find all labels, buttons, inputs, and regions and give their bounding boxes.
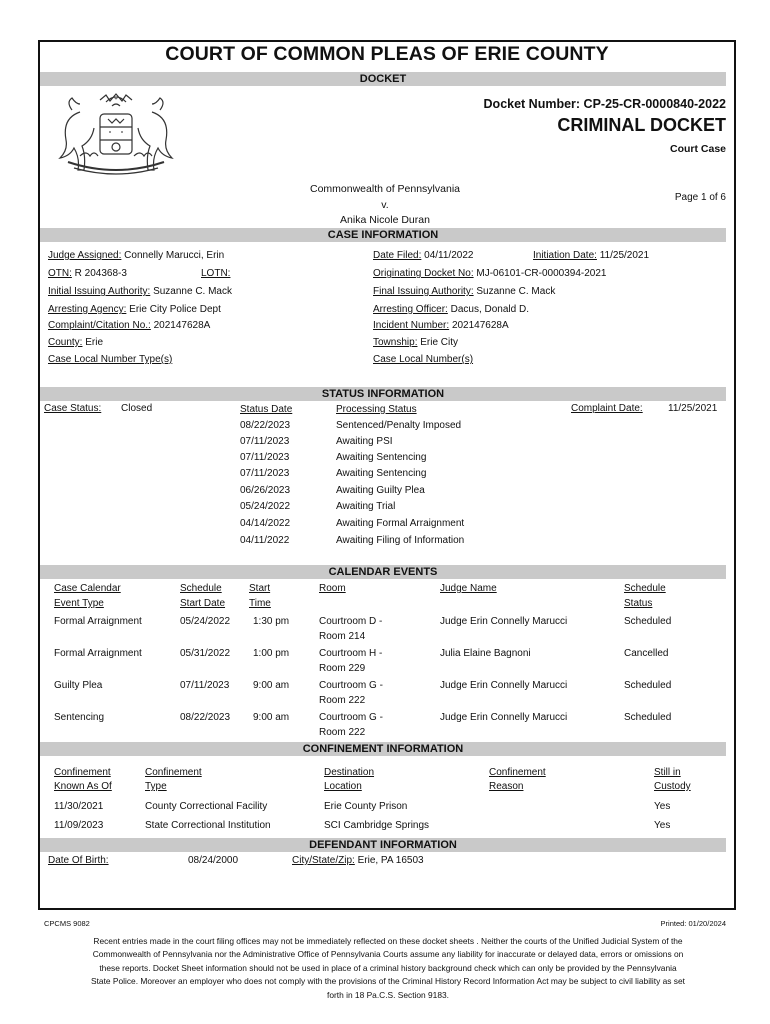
calendar-judge: Judge Erin Connelly Marucci [440, 680, 568, 691]
final-issuing-authority-label: Final Issuing Authority: [373, 286, 474, 297]
status-row-status: Awaiting Formal Arraignment [336, 518, 465, 529]
confinement-location: SCI Cambridge Springs [324, 820, 430, 831]
disclaimer: Recent entries made in the court filing offices may not be immediately reflected on these docket sheets . Neither the courts of the Unified Judicial System of the Commonwealth of Pennsylvania nor the Administrative Office of Pennsylvania Courts assume any liability for inaccurate or delayed data, errors or omissions on these reports. Docket Sheet information should not be used in place of a criminal history background check which can only be provided by the Pennsylvania State Police. Moreover an employer who does not comply with the provisions of the Criminal History Record Information Act may be subject to civil liability as set forth in 18 Pa.C.S. Section 9183. [91, 936, 685, 1000]
confinement-type: County Correctional Facility [145, 801, 268, 812]
calendar-header-start-date-1: Schedule [180, 583, 222, 594]
status-row-date: 04/14/2022 [240, 518, 291, 529]
calendar-event-type: Guilty Plea [54, 680, 103, 691]
status-row-date: 08/22/2023 [240, 420, 291, 431]
calendar-start-date: 08/22/2023 [180, 712, 231, 723]
case-information-bar: CASE INFORMATION [40, 228, 726, 242]
judge-assigned [48, 250, 224, 262]
initiation-date-label: Initiation Date: [533, 250, 597, 261]
defendant-information-bar: DEFENDANT INFORMATION [40, 838, 726, 852]
docket-type: CRIMINAL DOCKET [557, 115, 726, 135]
calendar-judge: Judge Erin Connelly Marucci [440, 616, 568, 627]
status-row-status: Awaiting PSI [336, 436, 393, 447]
otn-label: OTN: [48, 268, 72, 279]
printed-date: Printed: 01/20/2024 [660, 919, 726, 928]
status-row-status: Awaiting Filing of Information [336, 535, 465, 546]
confinement-location: Erie County Prison [324, 801, 408, 812]
calendar-status: Scheduled [624, 680, 672, 691]
court-title: COURT OF COMMON PLEAS OF ERIE COUNTY [165, 43, 609, 65]
status-row-date: 05/24/2022 [240, 501, 291, 512]
calendar-room-line1: Courtroom G - [319, 680, 383, 691]
status-row-status: Sentenced/Penalty Imposed [336, 420, 462, 431]
calendar-judge: Judge Erin Connelly Marucci [440, 712, 568, 723]
calendar-event-type: Formal Arraignment [54, 648, 142, 659]
arresting-officer [373, 304, 529, 316]
calendar-header-start-time-2: Time [249, 598, 271, 609]
calendar-room-line1: Courtroom G - [319, 712, 383, 723]
calendar-header-start-date-2: Start Date [180, 598, 226, 609]
city-state-zip-value: Erie, PA 16503 [357, 855, 424, 866]
status-row-date: 06/26/2023 [240, 485, 291, 496]
case-status-value: Closed [121, 403, 153, 414]
arresting-agency [48, 304, 221, 316]
calendar-room-line2: Room 222 [319, 727, 366, 738]
status-row-status: Awaiting Guilty Plea [336, 485, 425, 496]
arresting-agency-label: Arresting Agency: [48, 304, 127, 315]
status-row-date: 07/11/2023 [240, 452, 290, 463]
confinement-type: State Correctional Institution [145, 820, 271, 831]
otn [48, 268, 127, 280]
complaint-date-label: Complaint Date: [571, 403, 643, 414]
calendar-header-status-1: Schedule [624, 583, 666, 594]
calendar-event-type: Formal Arraignment [54, 616, 142, 627]
arresting-agency-value: Erie City Police Dept [129, 304, 221, 315]
confinement-date: 11/30/2021 [54, 801, 104, 812]
calendar-header-status-2: Status [624, 598, 653, 609]
incident-number [373, 320, 509, 332]
calendar-room-line2: Room 214 [319, 631, 366, 642]
originating-docket [373, 268, 606, 280]
county-label: County: [48, 337, 83, 348]
form-code: CPCMS 9082 [44, 919, 90, 928]
city-state-zip [292, 855, 424, 867]
date-of-birth-label: Date Of Birth: [48, 855, 109, 866]
date-filed-label: Date Filed: [373, 250, 422, 261]
confinement-header-known-2: Known As Of [54, 781, 112, 792]
complaint-citation [48, 320, 210, 332]
confinement-header-reason-1: Confinement [489, 767, 546, 778]
status-row-status: Awaiting Sentencing [336, 468, 427, 479]
case-type: Court Case [669, 143, 726, 155]
status-row-date: 07/11/2023 [240, 468, 290, 479]
docket-number: Docket Number: CP-25-CR-0000840-2022 [483, 97, 726, 111]
confinement-header-reason-2: Reason [489, 781, 524, 792]
status-row-date: 04/11/2022 [240, 535, 290, 546]
complaint-citation-value: 202147628A [153, 320, 211, 331]
complaint-date-value: 11/25/2021 [668, 403, 718, 414]
final-issuing-authority-value: Suzanne C. Mack [476, 286, 556, 297]
confinement-header-type-1: Confinement [145, 767, 202, 778]
confinement-custody: Yes [654, 801, 671, 812]
caption-versus: v. [381, 199, 389, 211]
status-date-header: Status Date [240, 404, 293, 415]
case-local-number-type-label: Case Local Number Type(s) [48, 354, 173, 365]
status-row-status: Awaiting Sentencing [336, 452, 427, 463]
township-value: Erie City [420, 337, 459, 348]
originating-docket-value: MJ-06101-CR-0000394-2021 [476, 268, 607, 279]
initial-issuing-authority-label: Initial Issuing Authority: [48, 286, 151, 297]
judge-assigned-value: Connelly Marucci, Erin [124, 250, 225, 261]
incident-number-value: 202147628A [451, 320, 509, 331]
calendar-room-line2: Room 229 [319, 663, 366, 674]
calendar-judge: Julia Elaine Bagnoni [440, 648, 531, 659]
date-filed [373, 250, 473, 262]
calendar-header-event-type-2: Event Type [54, 598, 104, 609]
calendar-start-date: 07/11/2023 [180, 680, 230, 691]
status-row-status: Awaiting Trial [336, 501, 396, 512]
confinement-header-type-2: Type [145, 781, 167, 792]
calendar-start-time: 1:30 pm [253, 616, 290, 627]
city-state-zip-label: City/State/Zip: [292, 855, 355, 866]
calendar-start-time: 1:00 pm [253, 648, 290, 659]
lotn-label: LOTN: [201, 268, 231, 279]
calendar-start-date: 05/31/2022 [180, 648, 231, 659]
calendar-start-time: 9:00 am [253, 680, 290, 691]
status-information-bar: STATUS INFORMATION [40, 387, 726, 401]
date-filed-value: 04/11/2022 [424, 250, 474, 261]
confinement-date: 11/09/2023 [54, 820, 104, 831]
arresting-officer-label: Arresting Officer: [373, 304, 448, 315]
initiation-date [533, 250, 649, 262]
final-issuing-authority [373, 286, 555, 298]
case-local-number-label: Case Local Number(s) [373, 354, 474, 365]
county [48, 337, 103, 349]
caption-plaintiff: Commonwealth of Pennsylvania [310, 183, 460, 195]
originating-docket-label: Originating Docket No: [373, 268, 474, 279]
township [373, 337, 458, 349]
calendar-events-bar: CALENDAR EVENTS [40, 565, 726, 579]
confinement-header-known-1: Confinement [54, 767, 111, 778]
calendar-status: Scheduled [624, 712, 672, 723]
confinement-custody: Yes [654, 820, 671, 831]
calendar-status: Cancelled [624, 648, 669, 659]
calendar-start-date: 05/24/2022 [180, 616, 231, 627]
confinement-header-destination-1: Destination [324, 767, 375, 778]
processing-status-header: Processing Status [336, 404, 417, 415]
incident-number-label: Incident Number: [373, 320, 450, 331]
calendar-header-event-type-1: Case Calendar [54, 583, 121, 594]
county-value: Erie [85, 337, 104, 348]
complaint-citation-label: Complaint/Citation No.: [48, 320, 151, 331]
status-row-date: 07/11/2023 [240, 436, 290, 447]
page-number: Page 1 of 6 [674, 192, 726, 203]
calendar-room-line2: Room 222 [319, 695, 366, 706]
calendar-header-judge: Judge Name [440, 583, 497, 594]
calendar-header-start-time-1: Start [249, 583, 271, 594]
confinement-header-custody-2: Custody [654, 781, 691, 792]
initiation-date-value: 11/25/2021 [599, 250, 650, 261]
arresting-officer-value: Dacus, Donald D. [450, 304, 529, 315]
calendar-start-time: 9:00 am [253, 712, 290, 723]
calendar-status: Scheduled [624, 616, 672, 627]
calendar-room-line1: Courtroom H - [319, 648, 383, 659]
date-of-birth-value: 08/24/2000 [188, 855, 239, 866]
initial-issuing-authority-value: Suzanne C. Mack [153, 286, 232, 297]
confinement-header-destination-2: Location [324, 781, 362, 792]
otn-value: R 204368-3 [74, 268, 127, 279]
docket-bar: DOCKET [40, 72, 726, 86]
judge-assigned-label: Judge Assigned: [48, 250, 122, 261]
calendar-event-type: Sentencing [54, 712, 105, 723]
caption-defendant: Anika Nicole Duran [340, 214, 430, 226]
calendar-room-line1: Courtroom D - [319, 616, 383, 627]
township-label: Township: [373, 337, 418, 348]
pennsylvania-coat-of-arms-icon [50, 92, 182, 178]
confinement-header-custody-1: Still in [654, 767, 681, 778]
calendar-header-room: Room [319, 583, 346, 594]
initial-issuing-authority [48, 286, 232, 298]
confinement-information-bar: CONFINEMENT INFORMATION [40, 742, 726, 756]
case-status-label: Case Status: [44, 403, 102, 414]
